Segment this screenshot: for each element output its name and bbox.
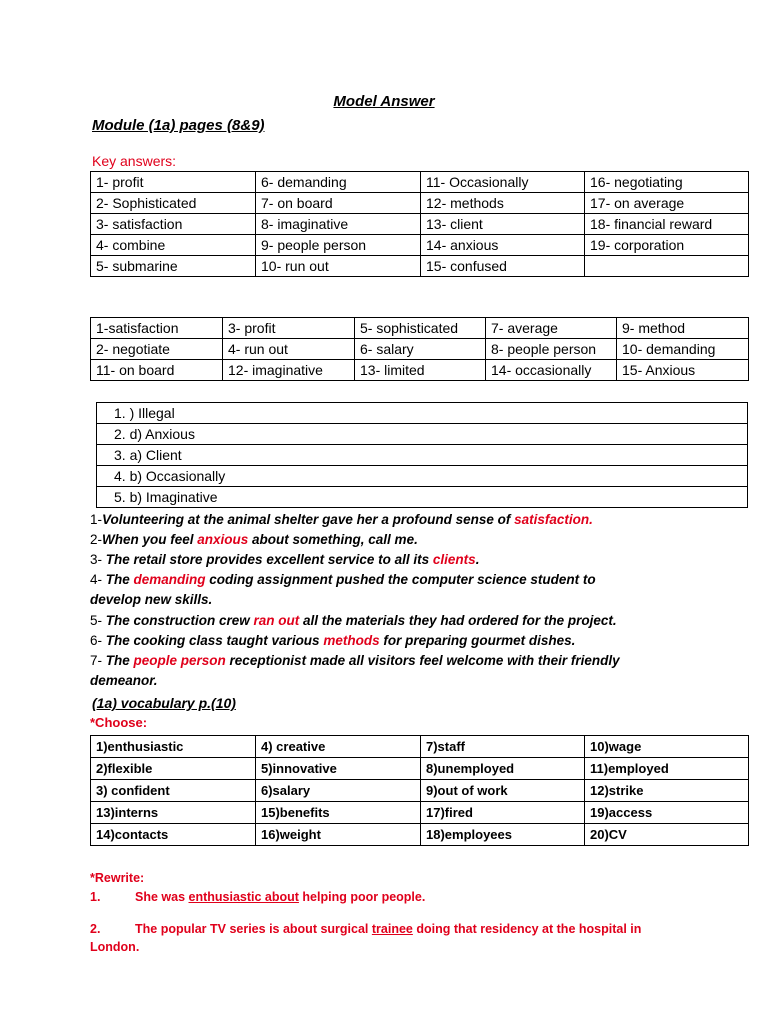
table-row bbox=[91, 318, 749, 339]
table-cell: 18)employees bbox=[421, 824, 585, 846]
table-cell: 11)employed bbox=[585, 758, 749, 780]
choose-label: *Choose: bbox=[90, 715, 148, 730]
table-cell: 8)unemployed bbox=[421, 758, 585, 780]
table-cell: 6- salary bbox=[355, 339, 486, 360]
sentence-number: 6- bbox=[90, 633, 103, 648]
table-cell: 2. d) Anxious bbox=[97, 424, 748, 445]
table-cell: 15)benefits bbox=[256, 802, 421, 824]
table-cell: 11- on board bbox=[91, 360, 223, 381]
table-cell: 14- occasionally bbox=[486, 360, 617, 381]
table-cell: 13)interns bbox=[91, 802, 256, 824]
table-cell: 10- run out bbox=[256, 256, 421, 277]
key-answers-label: Key answers: bbox=[92, 153, 177, 169]
table-cell: 12)strike bbox=[585, 780, 749, 802]
sentence-number: 5- bbox=[90, 613, 103, 628]
table-cell: 12- imaginative bbox=[223, 360, 355, 381]
table-cell: 13- client bbox=[421, 214, 585, 235]
table-cell: 5. b) Imaginative bbox=[97, 487, 748, 508]
table-cell: 15- Anxious bbox=[617, 360, 749, 381]
table-cell: 16- negotiating bbox=[585, 172, 749, 193]
table-cell: 10)wage bbox=[585, 736, 749, 758]
sentence-number: 4- bbox=[90, 572, 103, 587]
sentence-text: . bbox=[475, 552, 480, 567]
sentence-text: Volunteering at the animal shelter gave her a profound sense of bbox=[102, 512, 515, 527]
sentence-text: The retail store provides excellent service to all its bbox=[102, 552, 433, 567]
table-row bbox=[91, 360, 749, 381]
table-cell: 3- profit bbox=[223, 318, 355, 339]
table-cell: 9- people person bbox=[256, 235, 421, 256]
table-row bbox=[91, 758, 749, 780]
sentence-number: 1- bbox=[90, 512, 103, 527]
sentence-text: The cooking class taught various bbox=[102, 633, 324, 648]
table-cell: 2- negotiate bbox=[91, 339, 223, 360]
table-row bbox=[91, 172, 749, 193]
table-cell: 3- satisfaction bbox=[91, 214, 256, 235]
table-cell: 10- demanding bbox=[617, 339, 749, 360]
sentence-answer: people person bbox=[133, 653, 226, 668]
sentence-answer: demanding bbox=[133, 572, 206, 587]
table-cell: 8- imaginative bbox=[256, 214, 421, 235]
sentence-answer: anxious bbox=[197, 532, 249, 547]
table-cell: 5)innovative bbox=[256, 758, 421, 780]
rewrite-text: doing that residency at the hospital in London. bbox=[90, 922, 642, 954]
table-row bbox=[91, 824, 749, 846]
rewrite-text: The popular TV series is about surgical bbox=[135, 922, 372, 936]
table-cell: 2- Sophisticated bbox=[91, 193, 256, 214]
answers-table-2 bbox=[90, 317, 749, 381]
sentence-text: about something, call me. bbox=[248, 532, 418, 547]
table-cell: 20)CV bbox=[585, 824, 749, 846]
table-cell: 3) confident bbox=[91, 780, 256, 802]
table-cell: 18- financial reward bbox=[585, 214, 749, 235]
table-cell: 11- Occasionally bbox=[421, 172, 585, 193]
sentence-text: coding assignment pushed the computer science student to develop new skills. bbox=[90, 572, 596, 607]
table-cell: 7)staff bbox=[421, 736, 585, 758]
table-cell bbox=[585, 256, 749, 277]
table-cell: 12- methods bbox=[421, 193, 585, 214]
table-cell: 16)weight bbox=[256, 824, 421, 846]
table-cell: 4- run out bbox=[223, 339, 355, 360]
sentence-number: 7- bbox=[90, 653, 103, 668]
table-row bbox=[97, 445, 748, 466]
table-row bbox=[91, 256, 749, 277]
table-row bbox=[97, 424, 748, 445]
sentence-7 bbox=[90, 651, 620, 691]
table-cell: 19)access bbox=[585, 802, 749, 824]
sentence-text: The construction crew bbox=[102, 613, 254, 628]
table-cell: 8- people person bbox=[486, 339, 617, 360]
table-cell: 1)enthusiastic bbox=[91, 736, 256, 758]
sentence-1 bbox=[90, 510, 730, 530]
table-cell: 3. a) Client bbox=[97, 445, 748, 466]
rewrite-label: *Rewrite: bbox=[90, 871, 145, 885]
table-cell: 1-satisfaction bbox=[91, 318, 223, 339]
table-cell: 1- profit bbox=[91, 172, 256, 193]
rewrite-item-1 bbox=[90, 888, 650, 906]
sentence-text: The bbox=[102, 653, 134, 668]
rewrite-text: She was bbox=[135, 890, 189, 904]
table-cell: 17)fired bbox=[421, 802, 585, 824]
page-title: Model Answer bbox=[333, 93, 435, 110]
table-cell: 13- limited bbox=[355, 360, 486, 381]
table-cell: 9)out of work bbox=[421, 780, 585, 802]
table-row bbox=[91, 214, 749, 235]
table-cell: 17- on average bbox=[585, 193, 749, 214]
rewrite-answer: enthusiastic about bbox=[188, 890, 299, 904]
table-cell: 19- corporation bbox=[585, 235, 749, 256]
sentence-text: for preparing gourmet dishes. bbox=[379, 633, 576, 648]
module-heading: Module (1a) pages (8&9) bbox=[92, 117, 265, 134]
sentence-text: all the materials they had ordered for the project. bbox=[299, 613, 617, 628]
sentence-answer: methods bbox=[323, 633, 380, 648]
sentence-6 bbox=[90, 631, 730, 651]
table-cell: 1. ) Illegal bbox=[97, 403, 748, 424]
table-cell: 6- demanding bbox=[256, 172, 421, 193]
sentence-text: The bbox=[102, 572, 134, 587]
table-cell: 14)contacts bbox=[91, 824, 256, 846]
table-cell: 6)salary bbox=[256, 780, 421, 802]
rewrite-text: helping poor people. bbox=[298, 890, 426, 904]
sentence-answer: satisfaction. bbox=[514, 512, 593, 527]
table-cell: 15- confused bbox=[421, 256, 585, 277]
table-cell: 7- on board bbox=[256, 193, 421, 214]
table-cell: 14- anxious bbox=[421, 235, 585, 256]
table-cell: 5- submarine bbox=[91, 256, 256, 277]
rewrite-item-2 bbox=[90, 920, 650, 956]
sentence-text: receptionist made all visitors feel welcome with their friendly demeanor. bbox=[90, 653, 620, 688]
key-answers-table bbox=[90, 171, 749, 277]
sentence-text: When you feel bbox=[102, 532, 198, 547]
table-row bbox=[91, 235, 749, 256]
table-row bbox=[91, 780, 749, 802]
sentence-answer: clients bbox=[432, 552, 476, 567]
sentence-2 bbox=[90, 530, 730, 550]
table-row bbox=[97, 403, 748, 424]
vocabulary-heading: (1a) vocabulary p.(10) bbox=[92, 695, 236, 711]
table-row bbox=[91, 339, 749, 360]
sentence-3 bbox=[90, 550, 730, 570]
table-cell: 5- sophisticated bbox=[355, 318, 486, 339]
table-cell: 2)flexible bbox=[91, 758, 256, 780]
sentence-number: 2- bbox=[90, 532, 103, 547]
table-cell: 4) creative bbox=[256, 736, 421, 758]
table-row bbox=[91, 736, 749, 758]
vocabulary-table bbox=[90, 735, 749, 846]
table-row bbox=[91, 193, 749, 214]
table-cell: 9- method bbox=[617, 318, 749, 339]
table-row bbox=[97, 487, 748, 508]
sentence-answer: ran out bbox=[253, 613, 300, 628]
table-cell: 4. b) Occasionally bbox=[97, 466, 748, 487]
rewrite-answer: trainee bbox=[371, 922, 413, 936]
table-cell: 4- combine bbox=[91, 235, 256, 256]
rewrite-number: 2. bbox=[90, 922, 101, 936]
multiple-choice-table bbox=[96, 402, 748, 508]
sentence-4 bbox=[90, 570, 635, 610]
rewrite-number: 1. bbox=[90, 890, 101, 904]
table-cell: 7- average bbox=[486, 318, 617, 339]
table-row bbox=[97, 466, 748, 487]
sentence-number: 3- bbox=[90, 552, 103, 567]
sentence-5 bbox=[90, 611, 730, 631]
table-row bbox=[91, 802, 749, 824]
